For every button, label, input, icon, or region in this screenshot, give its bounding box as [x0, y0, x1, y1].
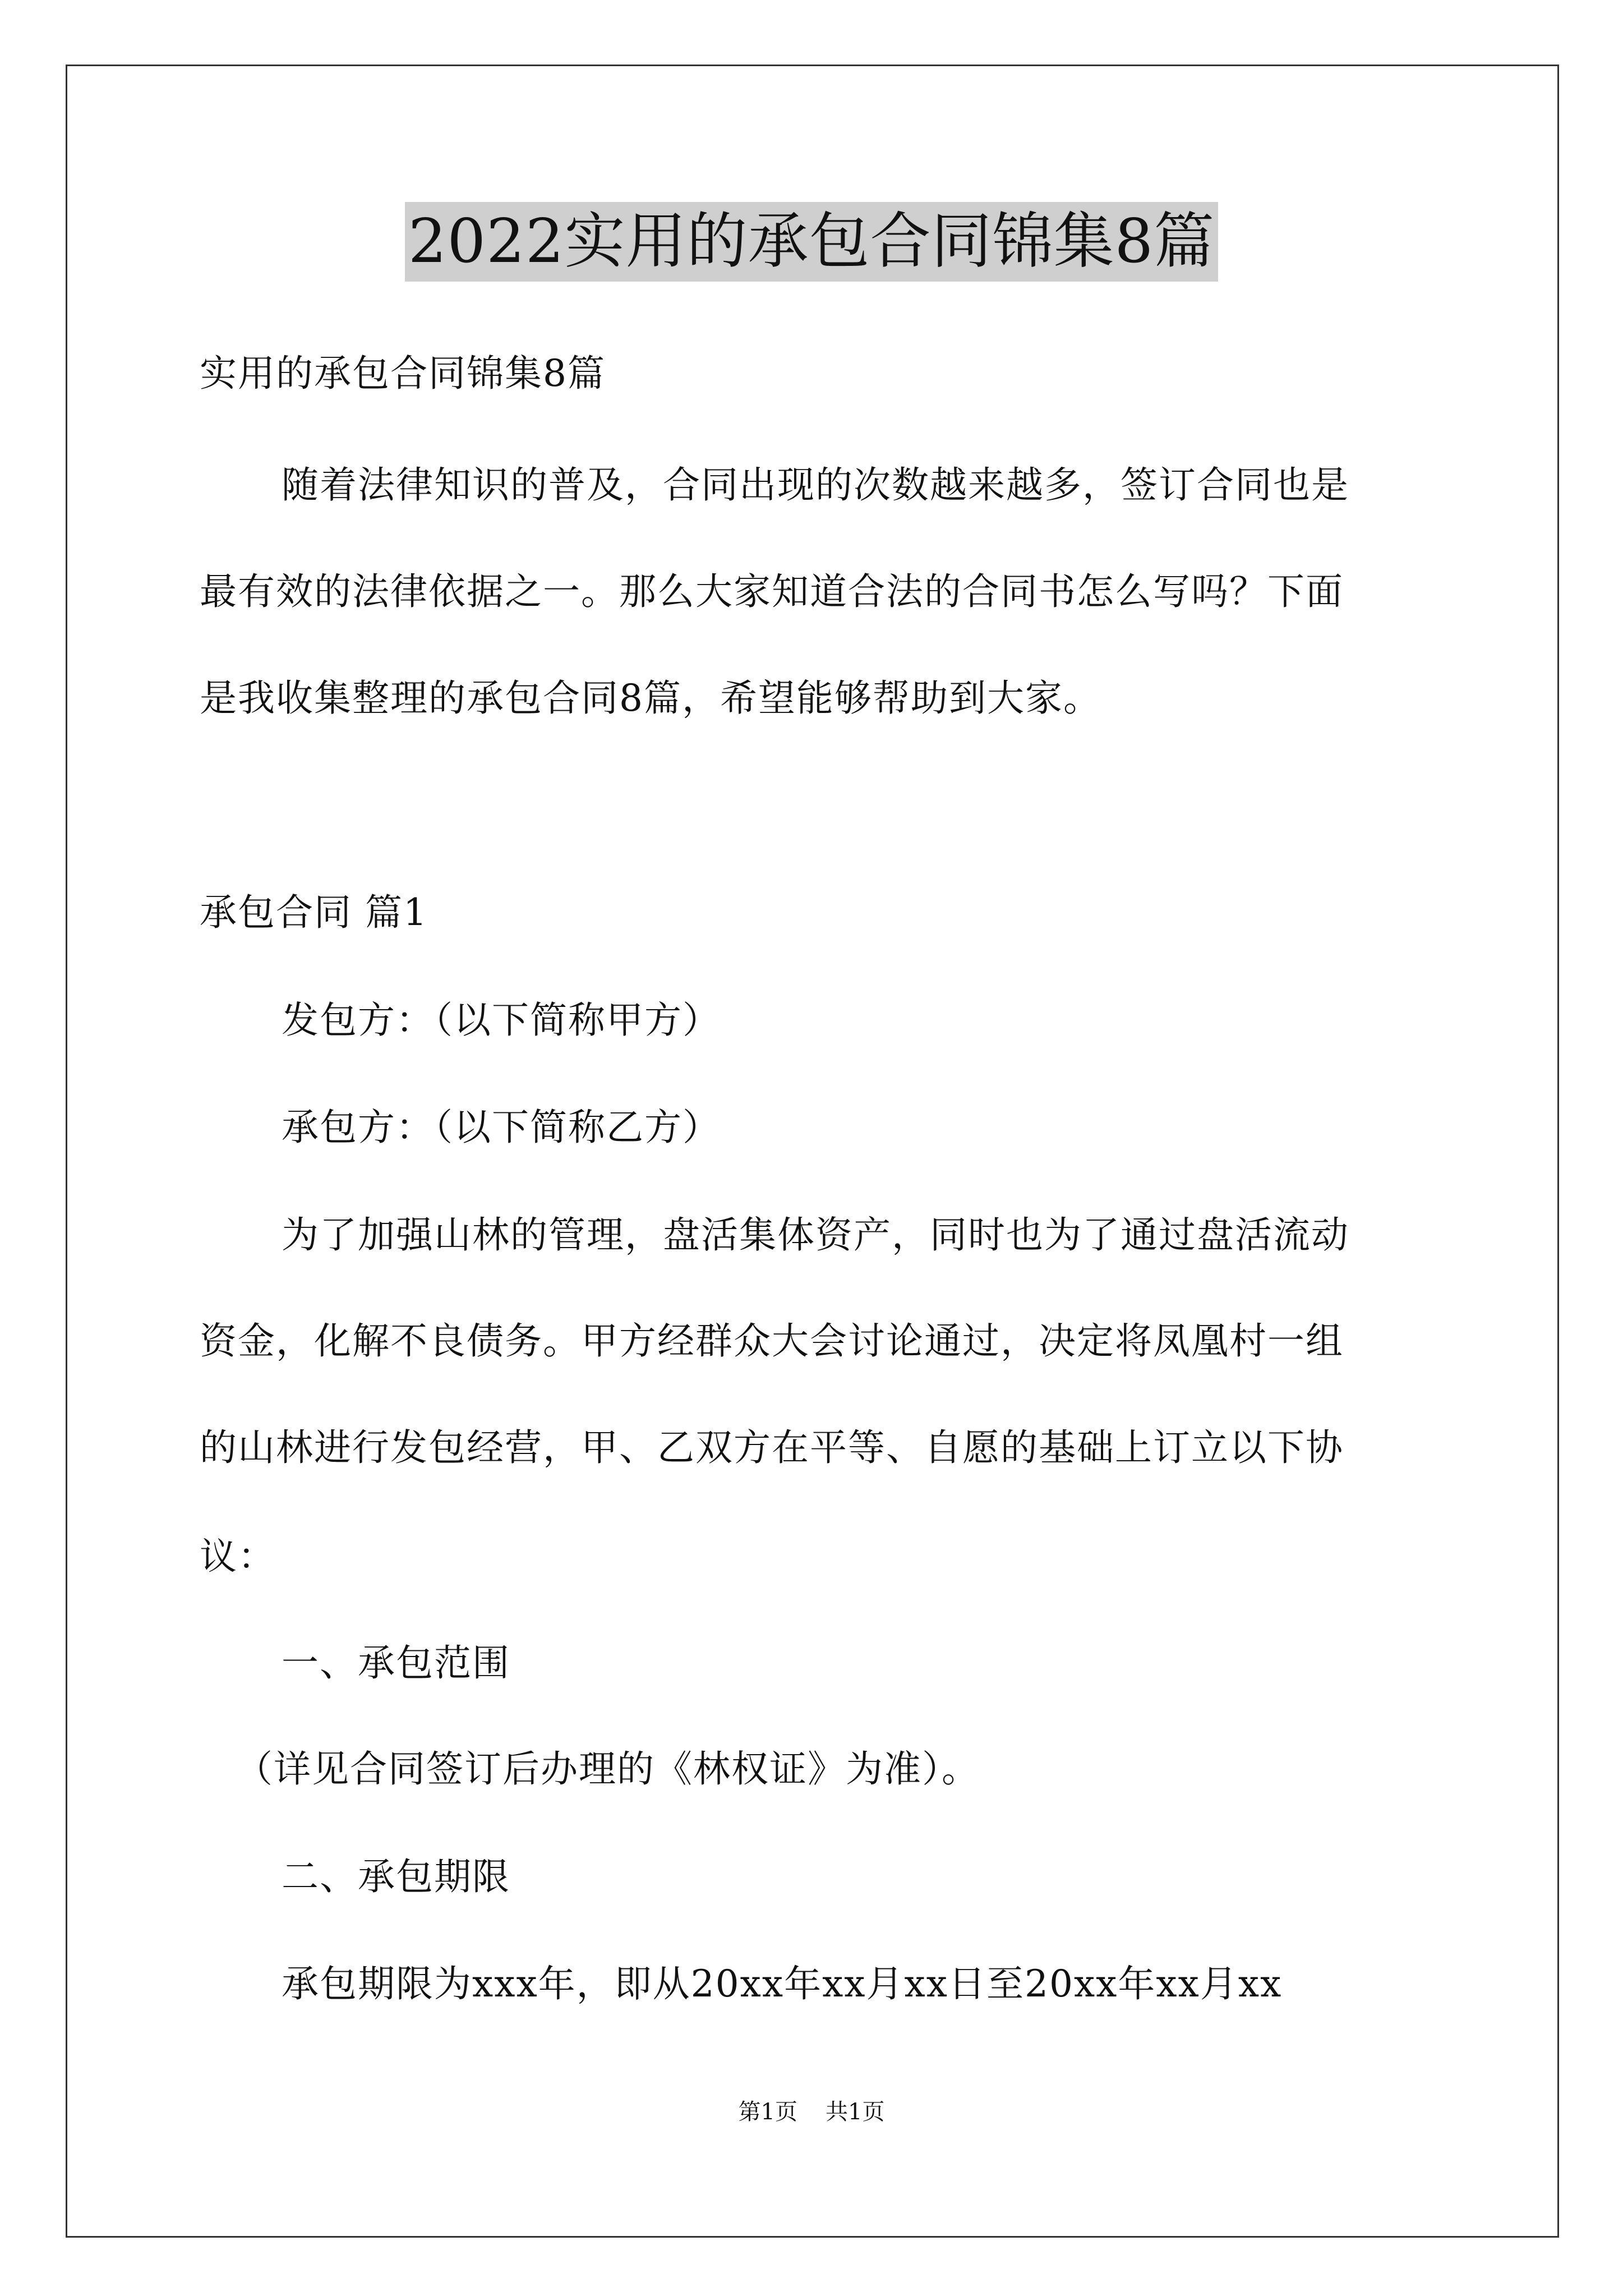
clause-heading: 一、承包范围 [282, 1641, 510, 1685]
title-container [0, 202, 1623, 282]
body-line: 最有效的法律依据之一。那么大家知道合法的合同书怎么写吗？下面 [200, 570, 1344, 613]
body-line: （详见合同签订后办理的《林权证》为准）。 [236, 1747, 980, 1791]
body-line: 承包方：（以下简称乙方） [282, 1106, 721, 1149]
body-line: 承包期限为xxx年，即从20xx年xx月xx日至20xx年xx月xx [282, 1962, 1283, 2005]
body-line: 资金，化解不良债务。甲方经群众大会讨论通过，决定将凤凰村一组 [200, 1319, 1344, 1363]
body-line: 为了加强山林的管理，盘活集体资产，同时也为了通过盘活流动 [282, 1213, 1349, 1257]
body-line: 议： [200, 1535, 276, 1578]
section-heading: 承包合同 篇1 [200, 891, 428, 934]
page-total: 共1页 [826, 2099, 885, 2125]
page-footer [0, 2098, 1623, 2126]
body-line: 随着法律知识的普及，合同出现的次数越来越多，签订合同也是 [282, 463, 1349, 507]
clause-heading: 二、承包期限 [282, 1855, 510, 1898]
page-number: 第1页 [738, 2099, 797, 2125]
subtitle-line: 实用的承包合同锦集8篇 [200, 352, 606, 395]
body-line: 发包方：（以下简称甲方） [282, 999, 721, 1042]
body-line: 的山林进行发包经营，甲、乙双方在平等、自愿的基础上订立以下协 [200, 1426, 1344, 1469]
document-title: 2022实用的承包合同锦集8篇 [405, 202, 1219, 282]
body-line: 是我收集整理的承包合同8篇，希望能够帮助到大家。 [200, 677, 1101, 720]
